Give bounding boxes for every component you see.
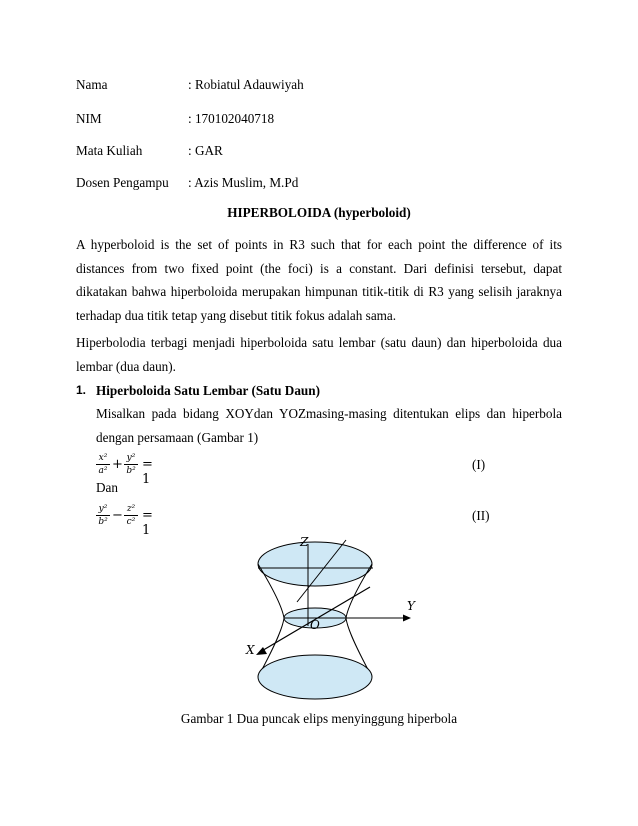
info-value: : 170102040718 xyxy=(188,111,275,126)
info-label: Dosen Pengampu xyxy=(76,175,169,190)
fraction: $\frac{\text{x²}}{\text{a²}}$ xyxy=(96,452,110,477)
y-axis-arrow xyxy=(403,615,411,622)
origin-label: O xyxy=(310,618,320,632)
section-number: 1. xyxy=(76,383,87,397)
axis-label-y: Y xyxy=(407,599,415,613)
section-text: Misalkan pada bidang XOYdan YOZmasing-masing ditentukan elips dan hiperbola dengan persamaan (Gambar 1) xyxy=(96,406,562,445)
figure-caption: Gambar 1 Dua puncak elips menyinggung hiperbola xyxy=(180,711,458,726)
info-label: Mata Kuliah xyxy=(76,143,143,158)
connector-text: Dan xyxy=(96,480,118,495)
document-title: HIPERBOLOIDA (hyperboloid) xyxy=(227,205,411,220)
operator: + xyxy=(112,457,123,472)
axis-label-x: X xyxy=(246,643,255,657)
operator: − xyxy=(112,508,123,523)
equation-label: (I) xyxy=(472,457,486,472)
bottom-ellipse xyxy=(258,655,372,699)
info-value: : GAR xyxy=(188,143,223,158)
info-label: NIM xyxy=(76,111,102,126)
info-label: Nama xyxy=(76,77,108,92)
hyperboloid-diagram xyxy=(228,530,428,720)
equation-rhs: = 1 xyxy=(142,508,153,538)
hyperboloid-figure xyxy=(228,530,428,720)
info-value: : Azis Muslim, M.Pd xyxy=(188,175,299,190)
fraction: $\frac{\text{y²}}{\text{b²}}$ xyxy=(124,452,138,477)
equation-label: (II) xyxy=(472,508,490,523)
paragraph-definition: A hyperboloid is the set of points in R3 such that for each point the difference of its distances from two fixed point (the foci) is a constant. Dari definisi tersebut, dapat dikatakan bahwa hiperboloida merupakan himpunan titik-titik di R3 yang selisih jaraknya terhadap dua titik tetap yang disebut titik fokus adalah sama. xyxy=(76,237,562,323)
paragraph-types: Hiperbolodia terbagi menjadi hiperboloida satu lembar (satu daun) dan hiperboloida dua lembar (dua daun). xyxy=(76,335,562,374)
fraction: $\frac{\text{y²}}{\text{b²}}$ xyxy=(96,503,110,528)
section-title: Hiperboloida Satu Lembar (Satu Daun) xyxy=(96,383,320,398)
axis-label-z: Z xyxy=(300,535,309,549)
info-value: : Robiatul Adauwiyah xyxy=(188,77,304,92)
fraction: $\frac{\text{z²}}{\text{c²}}$ xyxy=(124,503,138,528)
equation-rhs: = 1 xyxy=(142,457,153,487)
